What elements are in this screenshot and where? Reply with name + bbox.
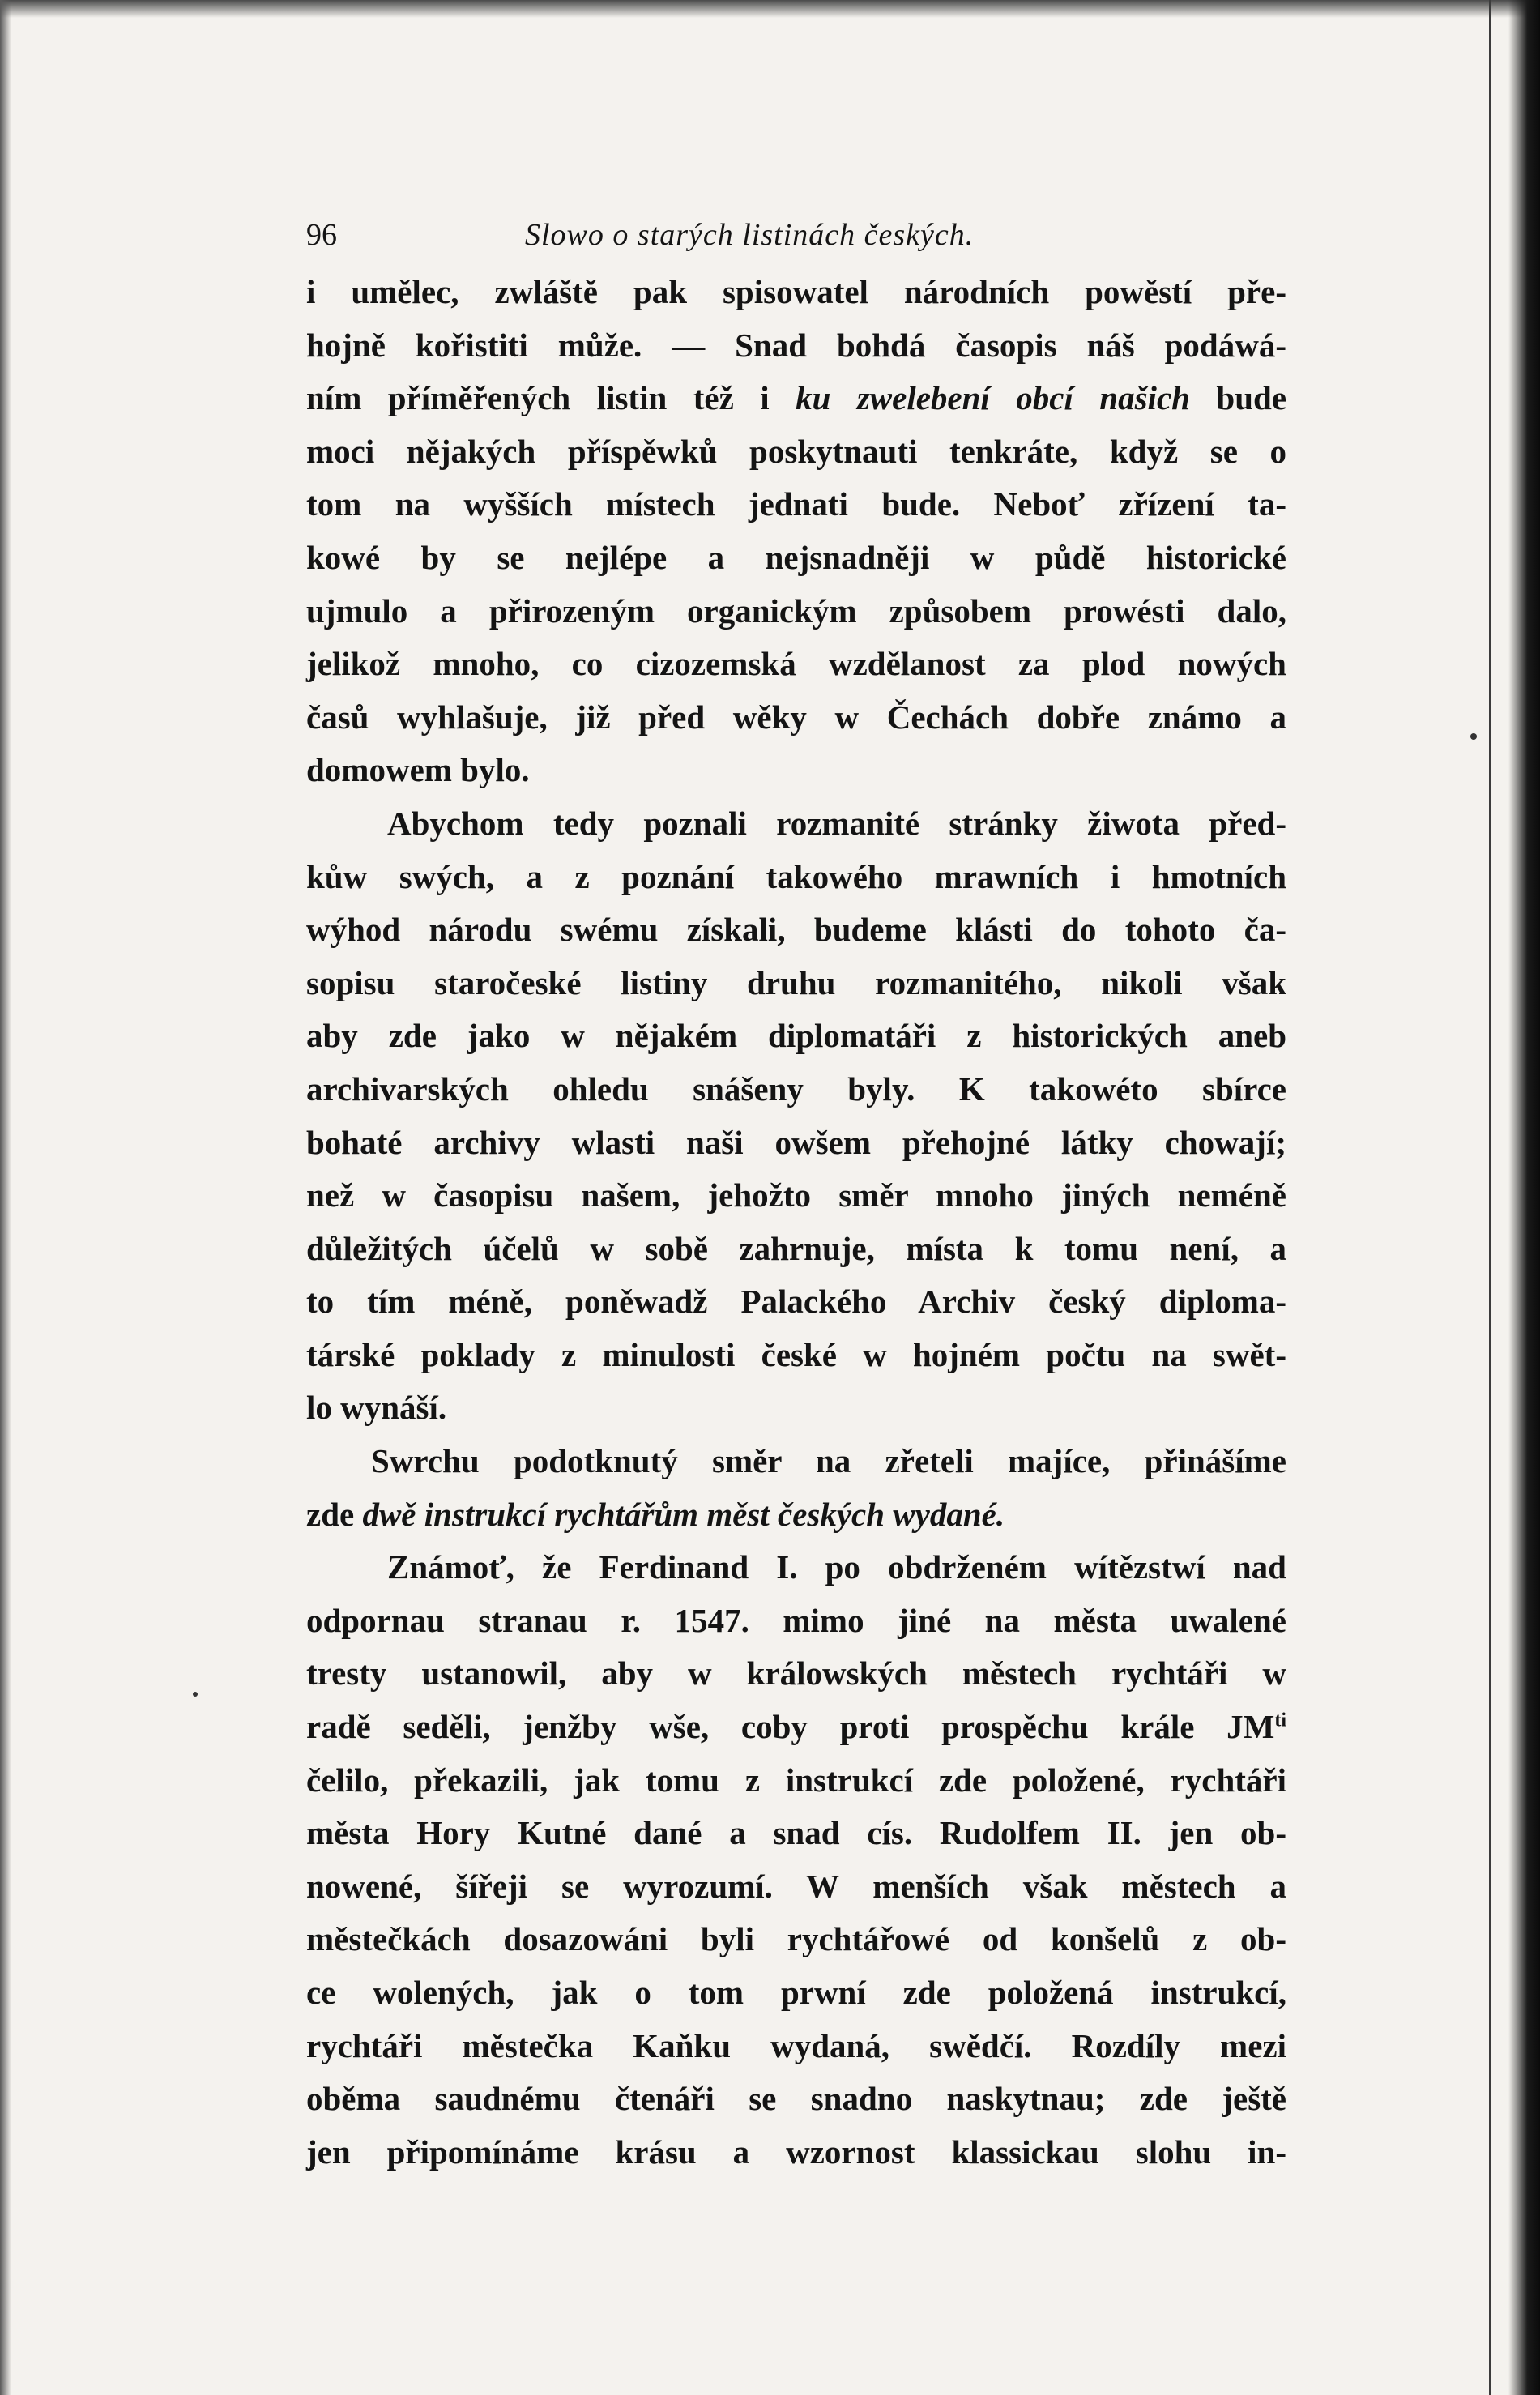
text-line: aby zde jako w nějakém diplomatáři z historických aneb [306,1017,1286,1055]
right-edge-shadow [1508,0,1540,2395]
text-line: jen připomínáme krásu a wzornost klassickau slohu in- [306,2132,1286,2171]
superscript: ti [1274,1710,1286,1731]
text-line: než w časopisu našem, jehožto směr mnoho jiných neméně [306,1176,1286,1215]
text-line: nowené, šířeji se wyrozumí. W menších však městech a [306,1867,1286,1905]
text-line: odpornau stranau r. 1547. mimo jiné na města uwalené [306,1601,1286,1639]
text-line: tom na wyšších místech jednati bude. Neboť zřízení ta- [306,485,1286,523]
text-line: sopisu staročeské listiny druhu rozmanitého, nikoli však [306,963,1286,1001]
italic-emphasis: dwě instrukcí rychtářům měst českých wydané. [362,1495,1005,1533]
page-number: 96 [306,218,337,252]
left-edge-shadow [0,0,11,2395]
text-fragment: ním příměřených listin též i [306,379,770,417]
scan-speck [1470,733,1477,740]
text-line [306,1488,1286,1542]
text-line: ce wolených, jak o tom prwní zde položená instrukcí, [306,1974,1286,2011]
text-line: archivarských ohledu snášeny byly. K takowéto sbírce [306,1069,1286,1108]
text-line: domowem bylo. [306,751,530,789]
text-line: důležitých účelů w sobě zahrnuje, místa k tomu není, a [306,1229,1286,1267]
text-line: társké poklady z minulosti české w hojném počtu na swět- [306,1335,1286,1373]
text-line: lo wynáší. [306,1389,447,1427]
text-line: města Hory Kutné dané a snad cís. Rudolfem II. jen ob- [306,1814,1286,1852]
top-edge-shadow [0,0,1540,18]
text-fragment: bude [1216,379,1287,417]
text-line: hojně kořistiti může. — Snad bohdá časopis náš podáwá- [306,326,1286,364]
text-line: moci nějakých příspěwků poskytnauti tenkráte, když se o [306,432,1286,470]
text-line: Abychom tedy poznali rozmanité stránky žiwota před- [387,804,1286,842]
text-line: časů wyhlašuje, již před wěky w Čechách dobře známo a [306,698,1286,736]
text-block [306,217,1286,2179]
text-fragment: radě seděli, jenžby wše, coby proti prospěchu krále JM [306,1708,1275,1746]
text-fragment: zde [306,1495,355,1533]
gutter-line [1489,0,1491,2395]
text-line: kůw swých, a z poznání takowého mrawních i hmotních [306,857,1286,895]
text-line: to tím méně, poněwadž Palackého Archiv český diploma- [306,1283,1286,1321]
scan-speck [193,1692,198,1697]
text-line: rychtáři městečka Kaňku wydaná, swědčí. Rozdíly mezi [306,2026,1286,2064]
text-line: Známoť, že Ferdinand I. po obdrženém wítězstwí nad [387,1548,1286,1586]
text-line: tresty ustanowil, aby w králowských městech rychtáři w [306,1654,1286,1693]
running-title: Slowo o starých listinách českých. [525,218,975,252]
text-line: čelilo, překazili, jak tomu z instrukcí zde položené, rychtáři [306,1761,1286,1799]
text-line [306,372,1286,425]
page-header [306,217,1286,266]
text-line: i umělec, zwláště pak spisowatel národních powěstí pře- [306,273,1286,310]
text-line: oběma saudnému čtenáři se snadno naskytnau; zde ještě [306,2080,1286,2118]
text-line: městečkách dosazowáni byli rychtářowé od konšelů z ob- [306,1920,1286,1958]
text-line: jelikož mnoho, co cizozemská wzdělanost za plod nowých [306,645,1286,683]
text-line: ujmulo a přirozeným organickým způsobem prowésti dalo, [306,591,1286,630]
text-line: wýhod národu swému získali, budeme klásti do tohoto ča- [306,911,1286,949]
text-line: Swrchu podotknutý směr na zřeteli majíce, přinášíme [371,1442,1286,1480]
italic-emphasis: ku zwelebení obcí našich [796,379,1190,417]
text-line: bohaté archivy wlasti naši owšem přehojné látky chowají; [306,1123,1286,1161]
text-line [306,1701,1286,1754]
text-line: kowé by se nejlépe a nejsnadněji w půdě historické [306,538,1286,576]
